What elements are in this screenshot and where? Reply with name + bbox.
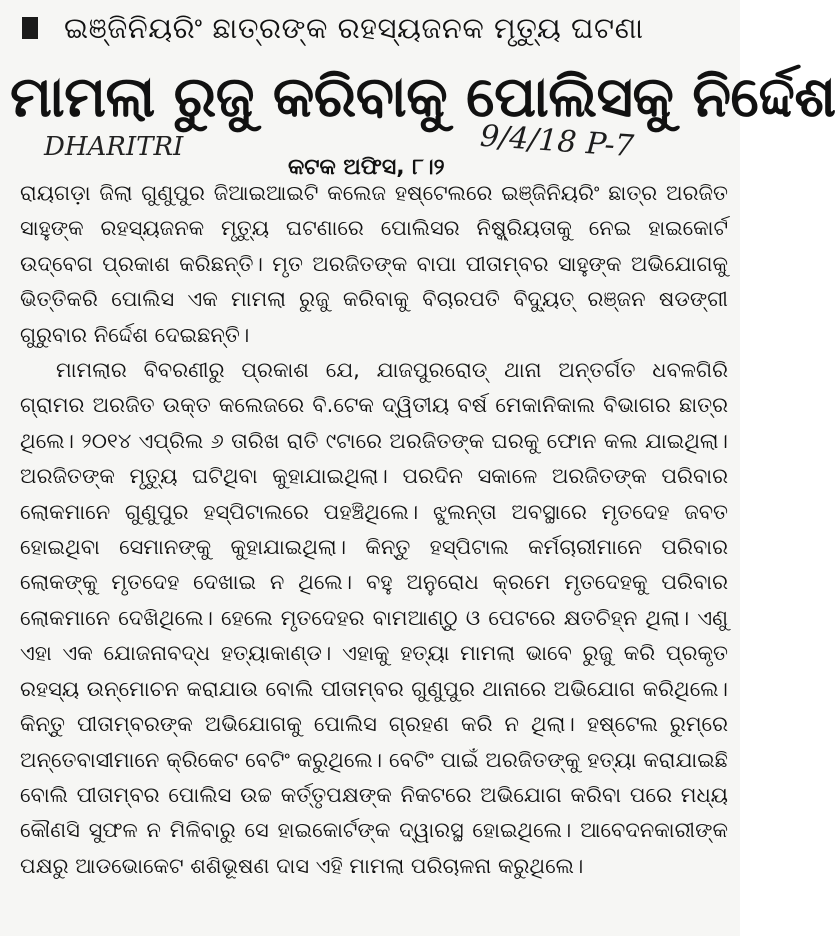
paragraph-1: ରାୟଗଡ଼ା ଜିଲା ଗୁଣୁପୁର ଜିଆଇଆଇଟି କଲେଜ ହଷ୍ଟେଲରେ ଇଞ୍ଜିନିୟରିଂ ଛାତ୍ର ଅରଜିତ ସାହୁଙ୍କ ରହସ୍ୟଜନକ ମୃତ୍ୟୁ ଘଟଣାରେ ପୋଲିସର ନିଷ୍କ୍ରିୟତାକୁ ନେଇ ହାଇକୋର୍ଟ ଉଦ୍‌ବେଗ ପ୍ରକାଶ କରିଛନ୍ତି। ମୃତ ଅରଜିତଙ୍କ ବାପା ପୀତାମ୍ବର ସାହୁଙ୍କ ଅଭିଯୋଗକୁ ଭିତ୍ତିକରି ପୋଲିସ ଏକ ମାମଲା ରୁଜୁ କରିବାକୁ ବିଚାରପତି ବିଦ୍ୟୁତ୍ ରଞ୍ଜନ ଷଡଙ୍ଗୀ ଗୁରୁବାର ନିର୍ଦ୍ଦେଶ ଦେଇଛନ୍ତି। [20, 181, 728, 347]
kicker-line [22, 6, 722, 50]
kicker-text: ଇଞ୍ଜିନିୟରିଂ ଛାତ୍ରଙ୍କ ରହସ୍ୟଜନକ ମୃତ୍ୟୁ ଘଟଣା [64, 10, 644, 45]
dateline: କଟକ ଅଫିସ, ୮।୨ [288, 155, 445, 180]
handwritten-paper-name: DHARITRI [44, 132, 184, 162]
article-body [20, 176, 728, 926]
handwritten-date: 9/4/18 P-7 [478, 118, 635, 165]
headline: ମାମଲା ରୁଜୁ କରିବାକୁ ପୋଲିସକୁ ନିର୍ଦ୍ଦେଶ [10, 65, 836, 130]
paragraph-2: ମାମଲାର ବିବରଣୀରୁ ପ୍ରକାଶ ଯେ, ଯାଜପୁରରୋଡ୍ ଥାନା ଅନ୍ତର୍ଗତ ଧବଳଗିରି ଗ୍ରାମର ଅରଜିତ ଉକ୍ତ କଲେଜରେ ବି.ଟେକ ଦ୍ୱିତୀୟ ବର୍ଷ ମେକାନିକାଲ ବିଭାଗର ଛାତ୍ର ଥିଲେ। ୨୦୧୪ ଏପ୍ରିଲ ୬ ତାରିଖ ରାତି ୯ଟାରେ ଅରଜିତଙ୍କ ଘରକୁ ଫୋନ କଲ ଯାଇଥିଲା। ଅରଜିତଙ୍କ ମୃତ୍ୟୁ ଘଟିଥିବା କୁହାଯାଇଥିଲା। ପରଦିନ ସକାଳେ ଅରଜିତଙ୍କ ପରିବାର ଲୋକମାନେ ଗୁଣୁପୁର ହସ୍ପିଟାଲରେ ପହଞ୍ଚିଥିଲେ। ଝୁଲନ୍ତା ଅବସ୍ଥାରେ ମୃତଦେହ ଜବତ ହୋଇଥିବା ସେମାନଙ୍କୁ କୁହାଯାଇଥିଲା। କିନ୍ତୁ ହସ୍ପିଟାଲ କର୍ମଚାରୀମାନେ ପରିବାର ଲୋକଙ୍କୁ ମୃତଦେହ ଦେଖାଇ ନ ଥିଲେ। ବହୁ ଅନୁରୋଧ କ୍ରମେ ମୃତଦେହକୁ ପରିବାର ଲୋକମାନେ ଦେଖିଥିଲେ। ହେଲେ ମୃତଦେହର ବାମଆଣ୍ଠୁ ଓ ପେଟରେ କ୍ଷତଚିହ୍ନ ଥିଲା। ଏଣୁ ଏହା ଏକ ଯୋଜନାବଦ୍ଧ ହତ୍ୟାକାଣ୍ଡ। ଏହାକୁ ହତ୍ୟା ମାମଲା ଭାବେ ରୁଜୁ କରି ପ୍ରକୃତ ରହସ୍ୟ ଉନ୍ମୋଚନ କରାଯାଉ ବୋଲି ପୀତାମ୍ବର ଗୁଣୁପୁର ଥାନାରେ ଅଭିଯୋଗ କରିଥିଲେ। କିନ୍ତୁ ପୀତାମ୍ବରଙ୍କ ଅଭିଯୋଗକୁ ପୋଲିସ ଗ୍ରହଣ କରି ନ ଥିଲା। ହଷ୍ଟେଲ ରୁମ୍‌ରେ ଅନ୍ତେବାସୀମାନେ କ୍ରିକେଟ ବେଟିଂ କରୁଥିଲେ। ବେଟିଂ ପାଇଁ ଅରଜିତଙ୍କୁ ହତ୍ୟା କରାଯାଇଛି ବୋଲି ପୀତାମ୍ବର ପୋଲିସ ଉଚ୍ଚ କର୍ତ୍ତୃପକ୍ଷଙ୍କ ନିକଟରେ ଅଭିଯୋଗ କରିବା ପରେ ମଧ୍ୟ କୌଣସି ସୁଫଳ ନ ମିଳିବାରୁ ସେ ହାଇକୋର୍ଟଙ୍କ ଦ୍ୱାରସ୍ଥ ହୋଇଥିଲେ। ଆବେଦନକାରୀଙ୍କ ପକ୍ଷରୁ ଆଡଭୋକେଟ ଶଶିଭୂଷଣ ଦାସ ଏହି ମାମଲା ପରିଚାଳନା କରୁଥିଲେ। [20, 358, 728, 878]
bullet-square-icon [22, 17, 38, 39]
